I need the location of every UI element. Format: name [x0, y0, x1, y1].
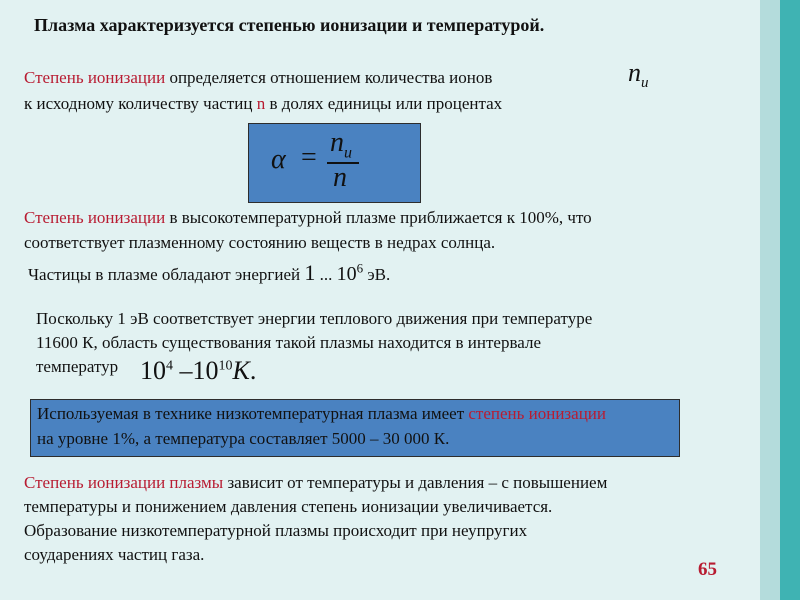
ion-symbol-sub: и — [641, 75, 649, 92]
range-a-exp: 4 — [166, 358, 173, 374]
formula-numerator — [330, 127, 352, 163]
low-temp-plasma-box — [30, 399, 680, 457]
para6-line4: соударениях частиц газа. — [24, 545, 205, 564]
range-unit: K — [232, 356, 250, 385]
para3-text: Частицы в плазме обладают энергией — [28, 265, 305, 284]
box2-line1-text: Используемая в технике низкотемпературная плазма имеет — [37, 404, 469, 423]
formula-denominator: n — [333, 162, 347, 193]
para3-dots: ... — [315, 265, 337, 284]
para3-exp: 6 — [356, 260, 364, 276]
para2-line1-text: в высокотемпературной плазме приближается к 100%, что — [169, 208, 592, 227]
para1-n: n — [256, 94, 266, 113]
para1-line2 — [24, 94, 502, 114]
box2-term: степень ионизации — [468, 404, 606, 423]
ion-symbol-base: n — [628, 58, 641, 87]
para1-line2-b: в долях единицы или процентах — [265, 94, 503, 113]
ionization-formula-box — [248, 123, 421, 203]
side-stripe-light — [760, 0, 780, 600]
para2-line1 — [24, 208, 592, 228]
side-stripe-dark — [780, 0, 800, 600]
para6-line3: Образование низкотемпературной плазмы происходит при неупругих — [24, 521, 528, 540]
formula-num-sub: и — [344, 144, 352, 162]
ion-count-symbol — [628, 58, 649, 92]
para1-line1-text: определяется отношением количества ионов — [165, 68, 493, 87]
para6-line1-text: зависит от температуры и давления – с повышением — [223, 473, 608, 492]
para6-line1 — [24, 473, 607, 493]
range-b-base: 10 — [192, 356, 219, 385]
para1-line2-a: к исходному количеству частиц — [24, 94, 257, 113]
para3-base: 10 — [336, 263, 357, 285]
range-a-base: 10 — [140, 356, 166, 385]
para1-term: Степень ионизации — [24, 68, 166, 87]
para4-line1: Поскольку 1 эВ соответствует энергии теплового движения при температуре — [36, 309, 593, 328]
formula-alpha: α — [271, 144, 286, 175]
para3-unit: эВ. — [363, 265, 391, 284]
para2-term: Степень ионизации — [24, 208, 170, 227]
para3-power — [336, 260, 364, 285]
formula-num-base: n — [330, 127, 344, 158]
page-number: 65 — [698, 559, 717, 580]
para3-one: 1 — [304, 260, 316, 285]
range-b-exp: 10 — [218, 358, 233, 374]
para4-line2: 11600 К, область существования такой плазмы находится в интервале — [36, 333, 542, 352]
box2-line2: на уровне 1%, а температура составляет 5000 – 30 000 К. — [37, 429, 450, 448]
para6-line2: температуры и понижением давления степень ионизации увеличивается. — [24, 497, 553, 516]
para3-line — [28, 260, 390, 286]
range-dash: – — [173, 356, 193, 385]
para6-term: Степень ионизации плазмы — [24, 473, 224, 492]
para1-line1 — [24, 68, 492, 88]
para2-line2: соответствует плазменному состоянию веществ в недрах солнца. — [24, 233, 496, 252]
formula-equals: = — [301, 142, 317, 173]
temperature-range — [140, 356, 256, 386]
box2-line1 — [37, 404, 606, 424]
para4-line3: температур — [36, 357, 119, 376]
range-dot: . — [249, 356, 257, 385]
slide-title: Плазма характеризуется степенью ионизации и температурой. — [34, 15, 545, 35]
